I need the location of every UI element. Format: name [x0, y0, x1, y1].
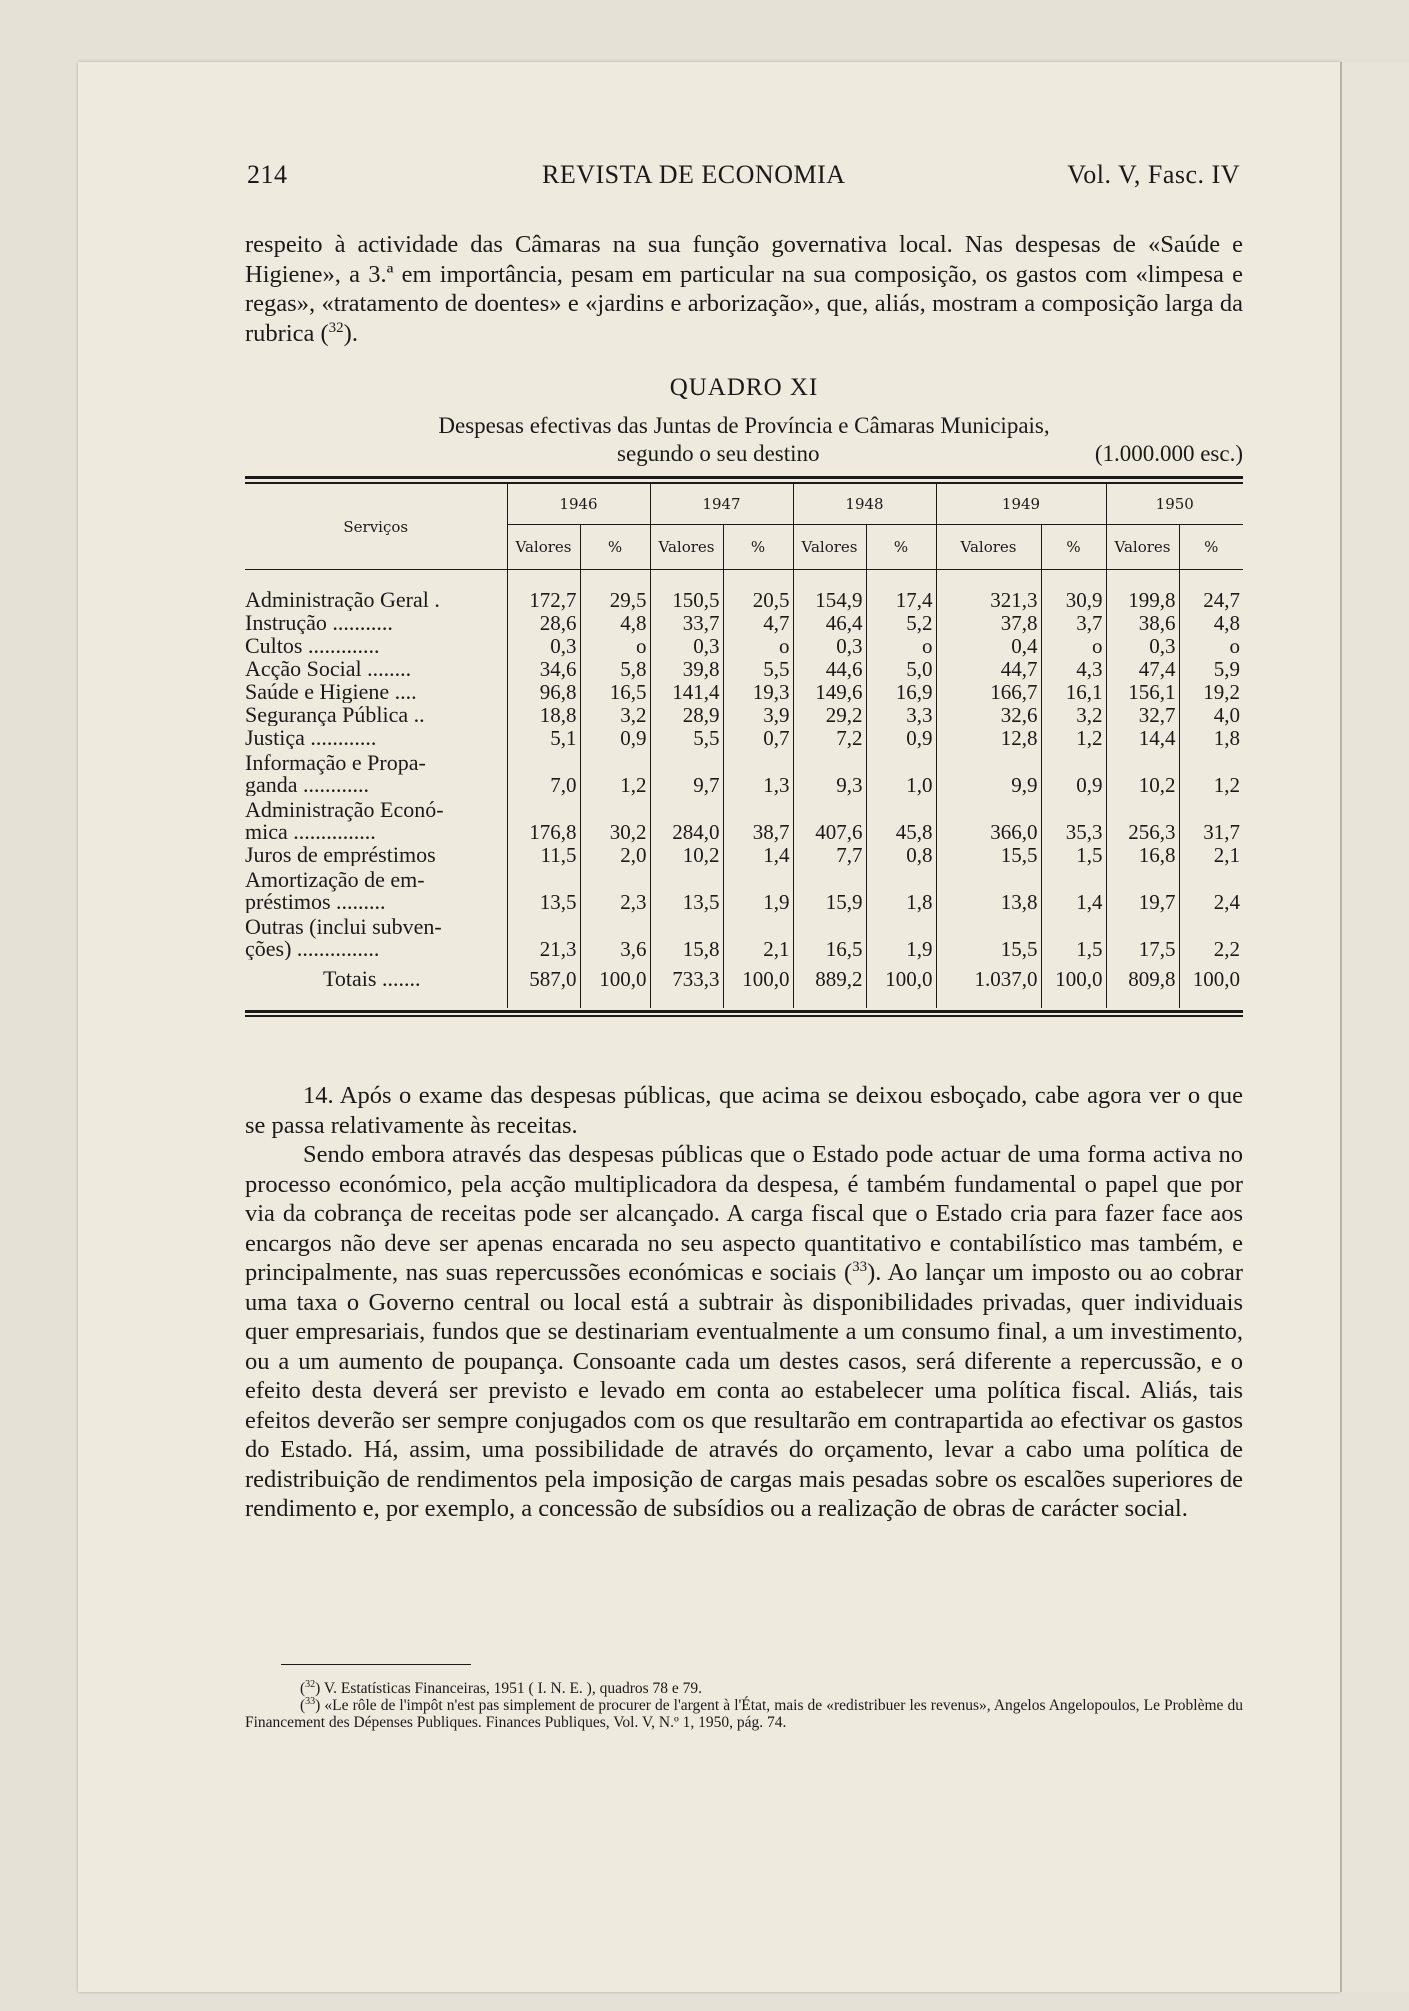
- row-label: Juros de empréstimos: [245, 843, 436, 866]
- total-percent: 100,0: [1041, 960, 1106, 998]
- cell-value: 46,4: [793, 611, 866, 634]
- cell-percent: 5,5: [723, 657, 793, 680]
- cell-percent: 4,8: [1179, 611, 1243, 634]
- cell-percent: 3,2: [1041, 703, 1106, 726]
- cell-value: 321,3: [936, 588, 1041, 611]
- cell-value: 13,8: [936, 866, 1041, 913]
- table-row: [245, 866, 1243, 913]
- cell-percent: 30,9: [1041, 588, 1106, 611]
- cell-percent: 4,3: [1041, 657, 1106, 680]
- cell-value: 32,6: [936, 703, 1041, 726]
- cell-percent: 29,5: [580, 588, 650, 611]
- cell-percent: 2,0: [580, 843, 650, 866]
- table-row: [245, 588, 1243, 611]
- col-valores: Valores: [507, 525, 580, 570]
- cell-value: 256,3: [1106, 796, 1179, 843]
- volume-issue: Vol. V, Fasc. IV: [1067, 160, 1240, 189]
- cell-value: 284,0: [650, 796, 723, 843]
- total-value: 733,3: [650, 960, 723, 998]
- cell-percent: 3,3: [866, 703, 936, 726]
- totals-label: Totais .......: [323, 966, 421, 991]
- cell-percent: 3,9: [723, 703, 793, 726]
- cell-percent: 1,3: [723, 749, 793, 796]
- cell-value: 176,8: [507, 796, 580, 843]
- cell-percent: 19,2: [1179, 680, 1243, 703]
- cell-value: 19,7: [1106, 866, 1179, 913]
- footnote-33: ($^{33}$) «Le rôle de l'impôt n'est pas simplement de procurer de l'argent à l'État, mais de «redistribuer les revenus», Angelos Angelopoulos, Le Problème du Financement des Dépenses Publiques. Finances Publiques, Vol. V, N.º 1, 1950, pág. 74.: [245, 1695, 1243, 1731]
- table-row: [245, 796, 1243, 843]
- cell-value: 34,6: [507, 657, 580, 680]
- cell-percent: 1,0: [866, 749, 936, 796]
- cell-value: 15,5: [936, 913, 1041, 960]
- table-row: [245, 680, 1243, 703]
- table-row: [245, 703, 1243, 726]
- cell-percent: 1,4: [1041, 866, 1106, 913]
- cell-value: 37,8: [936, 611, 1041, 634]
- table-row: [245, 634, 1243, 657]
- footnotes: [245, 1680, 1243, 1731]
- cell-percent: 3,7: [1041, 611, 1106, 634]
- cell-value: 28,9: [650, 703, 723, 726]
- footnote-ref-33: 33: [852, 1258, 868, 1275]
- table-row: [245, 843, 1243, 866]
- table-unit: (1.000.000 esc.): [1094, 441, 1243, 466]
- col-valores: Valores: [936, 525, 1041, 570]
- cell-percent: 31,7: [1179, 796, 1243, 843]
- year-1947: 1947: [650, 484, 793, 525]
- cell-percent: 0,9: [1041, 749, 1106, 796]
- footnote-divider: [281, 1664, 471, 1665]
- row-label: Saúde e Higiene ....: [245, 680, 417, 703]
- cell-percent: 1,5: [1041, 913, 1106, 960]
- cell-value: 28,6: [507, 611, 580, 634]
- cell-percent: 4,8: [580, 611, 650, 634]
- cell-value: 9,7: [650, 749, 723, 796]
- page-number: 214: [247, 160, 288, 189]
- cell-percent: 1,5: [1041, 843, 1106, 866]
- row-label: Acção Social ........: [245, 657, 412, 680]
- cell-value: 10,2: [1106, 749, 1179, 796]
- cell-percent: 5,9: [1179, 657, 1243, 680]
- cell-value: 18,8: [507, 703, 580, 726]
- cell-percent: 16,5: [580, 680, 650, 703]
- cell-value: 11,5: [507, 843, 580, 866]
- total-value: 1.037,0: [936, 960, 1041, 998]
- cell-value: 15,9: [793, 866, 866, 913]
- cell-percent: 1,9: [723, 866, 793, 913]
- cell-percent: 5,8: [580, 657, 650, 680]
- footnote-ref-32: 32: [328, 319, 344, 336]
- cell-value: 12,8: [936, 726, 1041, 749]
- cell-percent: 1,2: [1179, 749, 1243, 796]
- cell-value: 29,2: [793, 703, 866, 726]
- totals-row: [245, 960, 1243, 998]
- table-subtitle: Despesas efectivas das Juntas de Província e Câmaras Municipais,: [438, 413, 1050, 438]
- row-label: Instrução ...........: [245, 611, 393, 634]
- row-label: Amortização de em- préstimos .........: [245, 867, 425, 913]
- cell-percent: o: [580, 634, 650, 657]
- row-label: Administração Geral .: [245, 588, 440, 611]
- cell-percent: 1,8: [866, 866, 936, 913]
- cell-value: 21,3: [507, 913, 580, 960]
- cell-percent: 17,4: [866, 588, 936, 611]
- cell-percent: 2,1: [723, 913, 793, 960]
- cell-value: 141,4: [650, 680, 723, 703]
- cell-percent: 2,3: [580, 866, 650, 913]
- cell-percent: 1,9: [866, 913, 936, 960]
- cell-value: 0,3: [1106, 634, 1179, 657]
- cell-value: 0,4: [936, 634, 1041, 657]
- col-percent: %: [1179, 525, 1243, 570]
- cell-value: 44,6: [793, 657, 866, 680]
- cell-value: 17,5: [1106, 913, 1179, 960]
- cell-value: 172,7: [507, 588, 580, 611]
- cell-percent: 45,8: [866, 796, 936, 843]
- total-value: 587,0: [507, 960, 580, 998]
- row-label: Segurança Pública ..: [245, 703, 425, 726]
- cell-value: 7,2: [793, 726, 866, 749]
- cell-percent: 0,7: [723, 726, 793, 749]
- total-value: 809,8: [1106, 960, 1179, 998]
- year-1948: 1948: [793, 484, 936, 525]
- cell-percent: 0,9: [866, 726, 936, 749]
- cell-percent: 30,2: [580, 796, 650, 843]
- cell-percent: 4,7: [723, 611, 793, 634]
- cell-value: 0,3: [793, 634, 866, 657]
- table-row: [245, 749, 1243, 796]
- cell-percent: 0,8: [866, 843, 936, 866]
- cell-percent: 19,3: [723, 680, 793, 703]
- journal-title: REVISTA DE ECONOMIA: [542, 160, 846, 189]
- section-14: [245, 1081, 1243, 1524]
- total-percent: 100,0: [580, 960, 650, 998]
- cell-percent: 5,0: [866, 657, 936, 680]
- col-valores: Valores: [793, 525, 866, 570]
- cell-percent: 35,3: [1041, 796, 1106, 843]
- cell-value: 33,7: [650, 611, 723, 634]
- total-percent: 100,0: [723, 960, 793, 998]
- cell-percent: 1,2: [580, 749, 650, 796]
- table-row: [245, 611, 1243, 634]
- cell-percent: 3,6: [580, 913, 650, 960]
- cell-value: 16,5: [793, 913, 866, 960]
- cell-value: 156,1: [1106, 680, 1179, 703]
- cell-percent: 24,7: [1179, 588, 1243, 611]
- cell-value: 0,3: [507, 634, 580, 657]
- section-14-paragraph-1: 14. Após o exame das despesas públicas, que acima se deixou esboçado, cabe agora ver o que se passa relativamente às receitas.: [245, 1082, 1243, 1139]
- footnote-32: ($^{32}$) V. Estatísticas Financeiras, 1951 ( I. N. E. ), quadros 78 e 79.: [300, 1678, 703, 1697]
- total-value: 889,2: [793, 960, 866, 998]
- intro-paragraph: respeito à actividade das Câmaras na sua função governativa local. Nas despesas de «Saúde e Higiene», a 3.ª em importância, pesam em particular na sua composição, os gastos com «limpesa e regas», «tratamento de doentes» e «jardins e arborização», que, aliás, mostram a composição larga da rubrica ($^{32}$).: [245, 231, 1243, 347]
- cell-percent: 2,4: [1179, 866, 1243, 913]
- cell-percent: 1,4: [723, 843, 793, 866]
- cell-percent: 1,8: [1179, 726, 1243, 749]
- cell-value: 13,5: [507, 866, 580, 913]
- cell-value: 16,8: [1106, 843, 1179, 866]
- cell-percent: o: [866, 634, 936, 657]
- cell-value: 14,4: [1106, 726, 1179, 749]
- cell-percent: o: [723, 634, 793, 657]
- cell-value: 96,8: [507, 680, 580, 703]
- cell-value: 366,0: [936, 796, 1041, 843]
- table-row: [245, 913, 1243, 960]
- row-label: Administração Econó- mica ...............: [245, 797, 444, 843]
- cell-percent: 16,1: [1041, 680, 1106, 703]
- col-percent: %: [580, 525, 650, 570]
- cell-value: 199,8: [1106, 588, 1179, 611]
- cell-percent: 20,5: [723, 588, 793, 611]
- col-percent: %: [866, 525, 936, 570]
- cell-percent: 2,2: [1179, 913, 1243, 960]
- row-label: Cultos .............: [245, 634, 380, 657]
- table-row: [245, 657, 1243, 680]
- cell-value: 47,4: [1106, 657, 1179, 680]
- table-row: [245, 726, 1243, 749]
- cell-value: 10,2: [650, 843, 723, 866]
- year-1950: 1950: [1106, 484, 1243, 525]
- cell-value: 9,3: [793, 749, 866, 796]
- cell-percent: 16,9: [866, 680, 936, 703]
- cell-percent: 38,7: [723, 796, 793, 843]
- adjacent-page-edge: [1340, 62, 1409, 1992]
- cell-value: 15,8: [650, 913, 723, 960]
- year-1949: 1949: [936, 484, 1106, 525]
- cell-value: 154,9: [793, 588, 866, 611]
- cell-value: 5,1: [507, 726, 580, 749]
- cell-value: 5,5: [650, 726, 723, 749]
- cell-value: 44,7: [936, 657, 1041, 680]
- cell-percent: 1,2: [1041, 726, 1106, 749]
- cell-value: 149,6: [793, 680, 866, 703]
- col-valores: Valores: [1106, 525, 1179, 570]
- col-valores: Valores: [650, 525, 723, 570]
- cell-percent: 0,9: [580, 726, 650, 749]
- cell-value: 0,3: [650, 634, 723, 657]
- cell-percent: 2,1: [1179, 843, 1243, 866]
- cell-value: 39,8: [650, 657, 723, 680]
- year-1946: 1946: [507, 484, 650, 525]
- running-header: [247, 160, 1240, 192]
- cell-value: 150,5: [650, 588, 723, 611]
- cell-value: 166,7: [936, 680, 1041, 703]
- total-percent: 100,0: [1179, 960, 1243, 998]
- cell-percent: 4,0: [1179, 703, 1243, 726]
- col-percent: %: [723, 525, 793, 570]
- cell-value: 13,5: [650, 866, 723, 913]
- cell-value: 7,0: [507, 749, 580, 796]
- row-label: Outras (inclui subven- ções) ...............: [245, 914, 442, 960]
- cell-percent: o: [1179, 634, 1243, 657]
- cell-value: 32,7: [1106, 703, 1179, 726]
- cell-value: 15,5: [936, 843, 1041, 866]
- cell-percent: o: [1041, 634, 1106, 657]
- col-percent: %: [1041, 525, 1106, 570]
- cell-value: 407,6: [793, 796, 866, 843]
- cell-value: 7,7: [793, 843, 866, 866]
- table-subtitle-2: segundo o seu destino (1.000.000 esc.): [617, 441, 1243, 466]
- table-title: QUADRO XI: [669, 374, 819, 401]
- cell-percent: 5,2: [866, 611, 936, 634]
- section-14-paragraph-2: Sendo embora através das despesas públicas que o Estado pode actuar de uma forma activa no processo económico, pela acção multiplicadora da despesa, é também fundamental o papel que por via da cobrança de receitas pode ser alcançado. A carga fiscal que o Estado cria para fazer face aos encargos não deve ser apenas encarada no seu aspecto quantitativo e contabilístico mas também, e principalmente, nas suas repercussões económicas e sociais ($^{33}$). Ao lançar um imposto ou ao cobrar uma taxa o Governo central ou local está a subtrair às disponibilidades privadas, quer individuais quer empresariais, fundos que se destinariam eventualmente a um consumo final, a um investimento, ou a um aumento de poupança. Consoante cada um destes casos, será diferente a repercussão, e o efeito desta deverá ser previsto e levado em conta ao estabelecer uma política fiscal. Aliás, tais efeitos deverão ser sempre conjugados com os que resultarão em contrapartida ao efectivar os gastos do Estado. Há, assim, uma possibilidade de através do orçamento, levar a cabo uma política de redistribuição de rendimentos pela imposição de cargas mais pesadas sobre os escalões superiores de rendimento e, por exemplo, a concessão de subsídios ou a realização de obras de carácter social.: [245, 1141, 1243, 1522]
- row-label: Justiça ............: [245, 726, 377, 749]
- total-percent: 100,0: [866, 960, 936, 998]
- cell-value: 38,6: [1106, 611, 1179, 634]
- cell-value: 9,9: [936, 749, 1041, 796]
- cell-percent: 3,2: [580, 703, 650, 726]
- expenditure-table: [245, 476, 1243, 1017]
- row-label: Informação e Propa- ganda ............: [245, 750, 426, 796]
- column-header-servicos: Serviços: [245, 484, 507, 570]
